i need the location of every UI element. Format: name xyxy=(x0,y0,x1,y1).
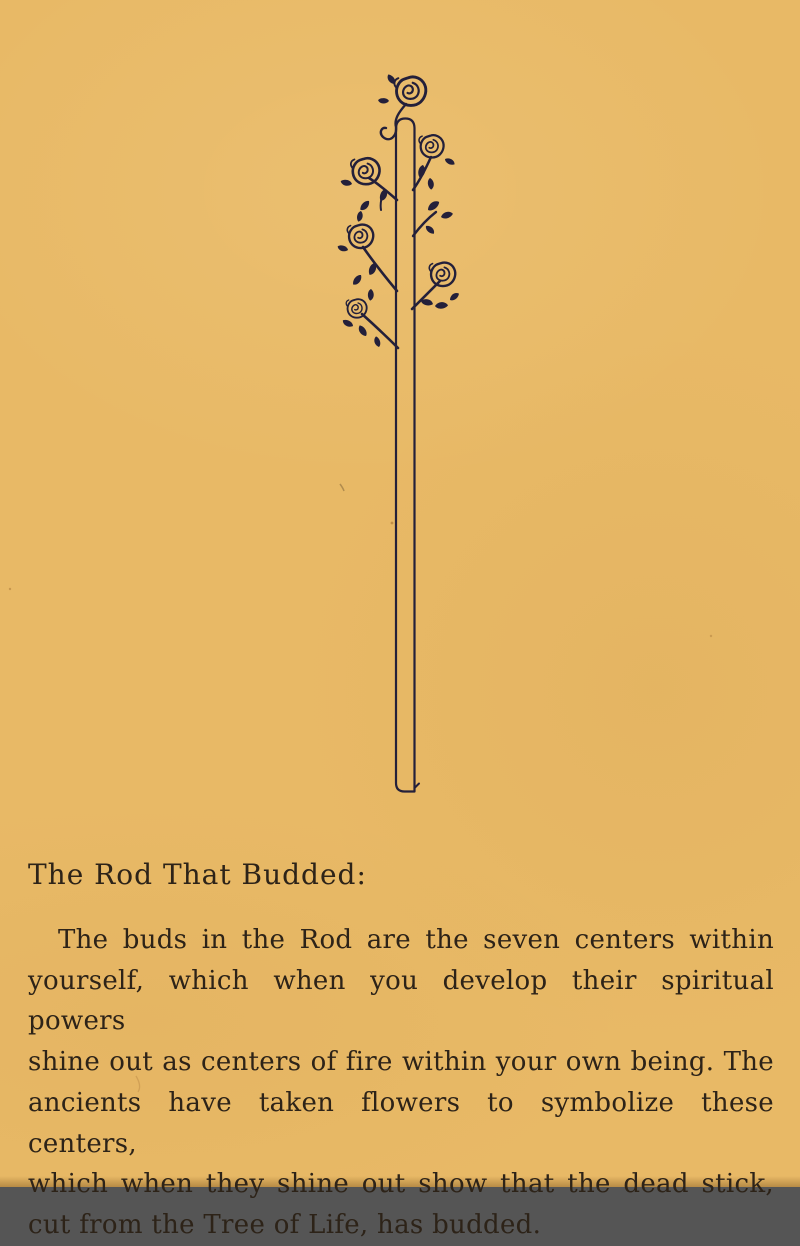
paragraph-line: which when they shine out show that the dead stick, xyxy=(28,1169,774,1200)
paragraph-line: yourself, which when you develop their spiritual powers xyxy=(28,965,774,1037)
rose-cluster-5 xyxy=(337,225,397,302)
rose-cluster-3 xyxy=(340,158,397,222)
paragraph-line: shine out as centers of fire within your own being. The xyxy=(28,1047,774,1078)
paragraph-line: The buds in the Rod are the seven centers within xyxy=(58,925,774,955)
rose-cluster-1 xyxy=(378,73,426,139)
rod xyxy=(396,119,419,792)
paragraph-line: ancients have taken flowers to symbolize these centers, xyxy=(28,1087,774,1159)
body-paragraph xyxy=(28,920,774,1246)
rose-cluster-6 xyxy=(412,263,460,310)
page-title: The Rod That Budded: xyxy=(28,858,367,891)
rose-cluster-7 xyxy=(341,299,398,348)
rose-cluster-2 xyxy=(413,135,456,190)
paragraph-line: cut from the Tree of Life, has budded. xyxy=(28,1209,542,1240)
rose-cluster-4 xyxy=(413,200,453,236)
